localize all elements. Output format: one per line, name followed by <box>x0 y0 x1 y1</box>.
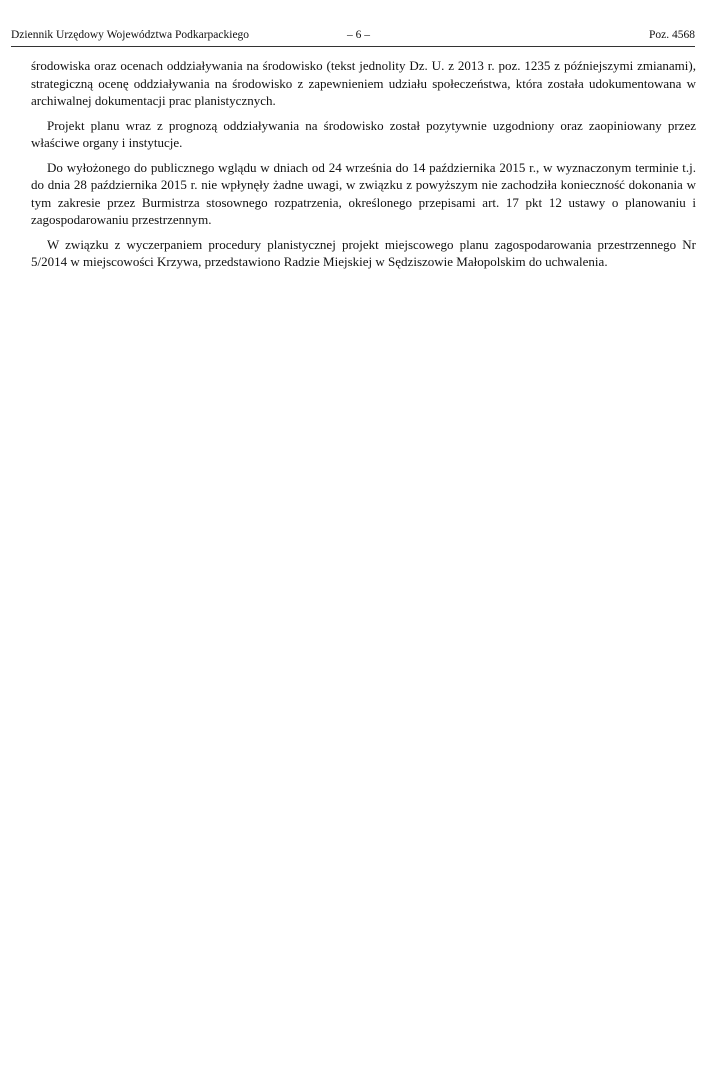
page-number: – 6 – <box>347 29 370 41</box>
journal-title: Dziennik Urzędowy Województwa Podkarpackiego <box>11 29 250 41</box>
paragraph-continuation: środowiska oraz ocenach oddziaływania na środowisko (tekst jednolity Dz. U. z 2013 r. poz. 1235 z późniejszymi zmianami), strategiczną ocenę oddziaływania na środowisko z zapewnieniem udziału społeczeństwa, która została udokumentowana w archiwalnej dokumentacji prac planistycznych. <box>31 58 696 108</box>
paragraph-public-review: Do wyłożonego do publicznego wglądu w dniach od 24 września do 14 października 2015 r., w wyznaczonym terminie t.j. do dnia 28 października 2015 r. nie wpłynęły żadne uwagi, w związku z powyższym nie zachodziła konieczność dokonania w tym zakresie przez Burmistrza stosownego rozpatrzenia, określonego przepisami art. 17 pkt 12 ustawy o planowaniu i zagospodarowaniu przestrzennym. <box>31 159 696 227</box>
paragraph-agreement: Projekt planu wraz z prognozą oddziaływania na środowisko został pozytywnie uzgodniony oraz zaopiniowany przez właściwe organy i instytucje. <box>31 117 696 150</box>
page-header <box>11 28 695 47</box>
position-number: Poz. 4568 <box>649 29 695 41</box>
document-body <box>31 57 696 278</box>
paragraph-conclusion: W związku z wyczerpaniem procedury planistycznej projekt miejscowego planu zagospodarowania przestrzennego Nr 5/2014 w miejscowości Krzywa, przedstawiono Radzie Miejskiej w Sędziszowie Małopolskim do uchwalenia. <box>31 236 696 269</box>
